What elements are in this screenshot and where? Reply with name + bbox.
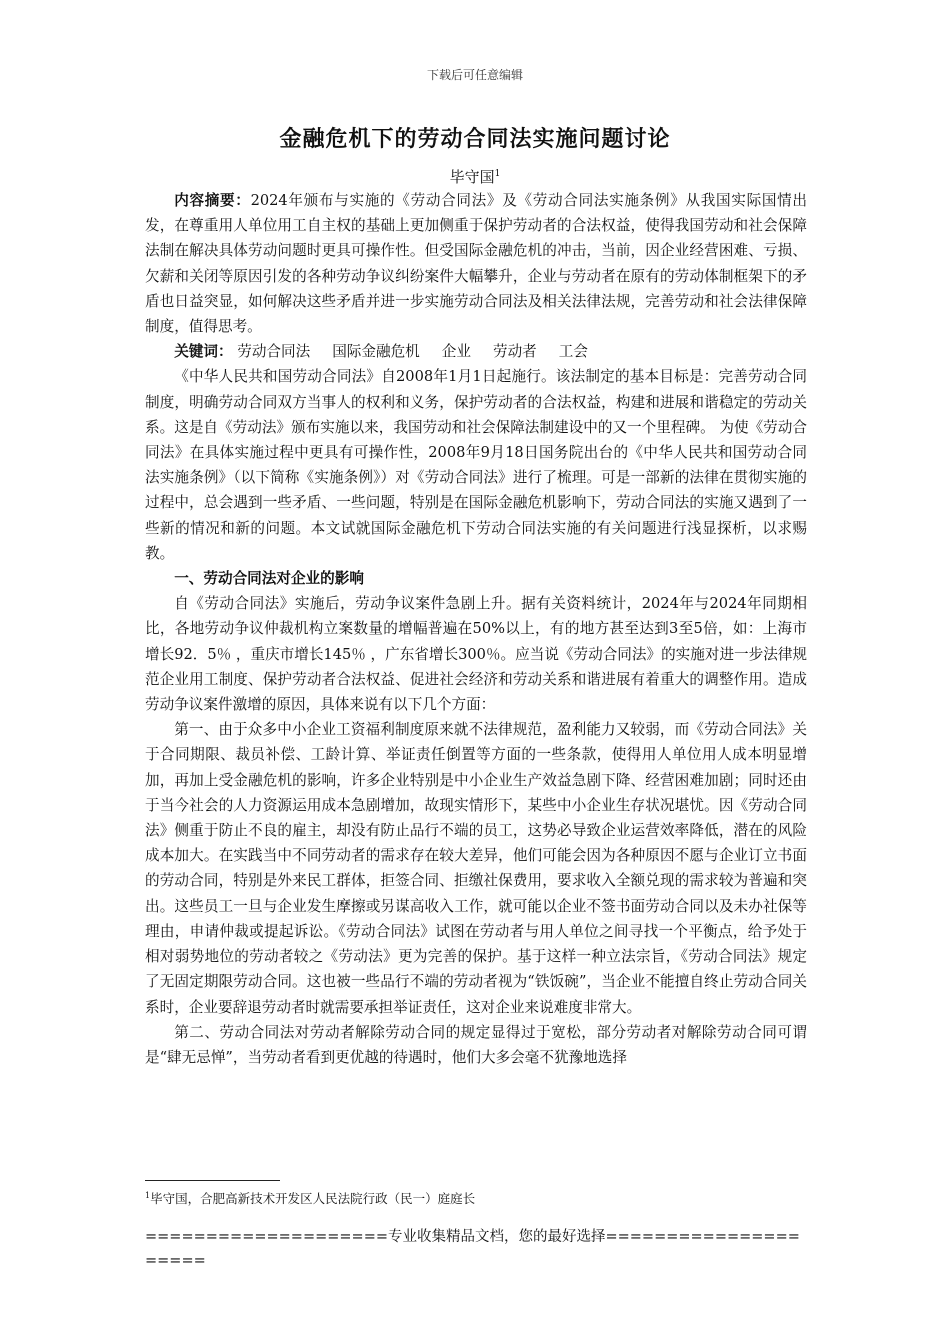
footnote-mark: 1 xyxy=(145,1191,151,1200)
body-paragraph: 第二、劳动合同法对劳动者解除劳动合同的规定显得过于宽松，部分劳动者对解除劳动合同可谓是“肆无忌惮”，当劳动者看到更优越的待遇时，他们大多会毫不犹豫地选择 xyxy=(145,1023,807,1066)
abstract-text: 2024年颁布与实施的《劳动合同法》及《劳动合同法实施条例》从我国实际国情出发，在尊重用人单位用工自主权的基础上更加侧重于保护劳动者的合法权益，使得我国劳动和社会保障法制在解决具体劳动问题时更具可操作性。但受国际金融危机的冲击，当前，因企业经营困难、亏损、欠薪和关闭等原因引发的各种劳动争议纠纷案件大幅攀升，企业与劳动者在原有的劳动体制框架下的矛盾也日益突显，如何解决这些矛盾并进一步实施劳动合同法及相关法律法规，完善劳动和社会法律保障制度，值得思考。 xyxy=(145,192,807,336)
body-paragraph: 自《劳动合同法》实施后，劳动争议案件急剧上升。据有关资料统计，2024年与2024年同期相比，各地劳动争议仲裁机构立案数量的增幅普遍在50%以上，有的地方甚至达到3至5倍，如：上海市增长92．5％ ，重庆市增长145％ ，广东省增长300％。应当说《劳动合同法》的实施对进一步法律规范企业用工制度、保护劳动者合法权益、促进社会经济和劳动关系和谐进展有着重大的调整作用。造成劳动争议案件激增的原因，具体来说有以下几个方面： xyxy=(145,595,808,714)
keywords-paragraph xyxy=(145,339,807,364)
abstract-label: 内容摘要： xyxy=(174,192,251,209)
keyword-item: 国际金融危机 xyxy=(332,343,420,361)
author-line xyxy=(0,166,950,187)
footnote xyxy=(145,1187,475,1208)
author-footnote-mark: 1 xyxy=(494,169,501,179)
footnote-text: 毕守国，合肥高新技术开发区人民法院行政（民一）庭庭长 xyxy=(150,1191,476,1207)
abstract-paragraph xyxy=(145,188,807,339)
document-title: 金融危机下的劳动合同法实施问题讨论 xyxy=(279,126,671,152)
keywords-label: 关键词： xyxy=(174,343,233,361)
header-note: 下载后可任意编辑 xyxy=(426,68,523,82)
keyword-item: 劳动者 xyxy=(492,343,537,361)
footnote-divider xyxy=(145,1180,280,1181)
bottom-banner: ====================专业收集精品文档，您的最好选择===================== xyxy=(145,1229,800,1269)
intro-paragraph: 《中华人民共和国劳动合同法》自2008年1月1日起施行。该法制定的基本目标是：完善劳动合同制度，明确劳动合同双方当事人的权利和义务，保护劳动者的合法权益，构建和进展和谐稳定的劳动关系。这是自《劳动法》颁布实施以来，我国劳动和社会保障法制建设中的又一个里程碑。 为使《劳动合同法》在具体实施过程中更具有可操作性，2008年9月18日国务院出台的《中华人民共和国劳动合同法实施条例》（以下简称《实施条例》）对《劳动合同法》进行了梳理。可是一部新的法律在贯彻实施的过程中，总会遇到一些矛盾、一些问题，特别是在国际金融危机影响下，劳动合同法的实施又遇到了一些新的情况和新的问题。本文试就国际金融危机下劳动合同法实施的有关问题进行浅显探析，以求赐教。 xyxy=(145,368,807,562)
section-heading: 一、劳动合同法对企业的影响 xyxy=(174,570,364,588)
keyword-item: 劳动合同法 xyxy=(237,343,311,361)
author-name: 毕守国 xyxy=(449,168,495,186)
keyword-item: 企业 xyxy=(441,343,471,361)
body-paragraph: 第一、由于众多中小企业工资福利制度原来就不法律规范，盈利能力又较弱，而《劳动合同法》关于合同期限、裁员补偿、工龄计算、举证责任倒置等方面的一些条款，使得用人单位用人成本明显增加，再加上受金融危机的影响，许多企业特别是中小企业生产效益急剧下降、经营困难加剧；同时还由于当今社会的人力资源运用成本急剧增加，故现实情形下，某些中小企业生存状况堪忧。因《劳动合同法》侧重于防止不良的雇主，却没有防止品行不端的员工，这势必导致企业运营效率降低，潜在的风险成本加大。在实践当中不同劳动者的需求存在较大差异，他们可能会因为各种原因不愿与企业订立书面的劳动合同，特别是外来民工群体，拒签合同、拒缴社保费用，要求收入全额兑现的需求较为普遍和突出。这些员工一旦与企业发生摩擦或另谋高收入工作，就可能以企业不签书面劳动合同以及未办社保等理由，申请仲裁或提起诉讼。《劳动合同法》试图在劳动者与用人单位之间寻找一个平衡点，给予处于相对弱势地位的劳动者较之《劳动法》更为完善的保护。基于这样一种立法宗旨，《劳动合同法》规定了无固定期限劳动合同。这也被一些品行不端的劳动者视为“铁饭碗”，当企业不能擅自终止劳动合同关系时，企业要辞退劳动者时就需要承担举证责任，这对企业来说难度非常大。 xyxy=(145,721,807,1016)
document-body xyxy=(145,188,807,1070)
keyword-item: 工会 xyxy=(558,343,588,361)
